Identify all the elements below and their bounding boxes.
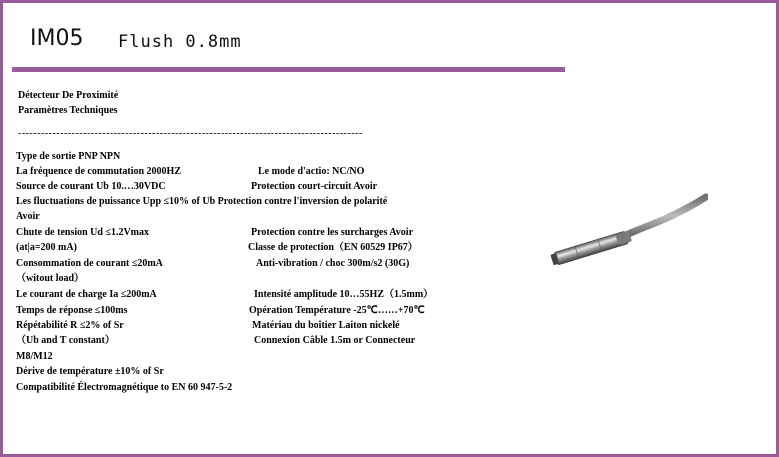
spec-line: Temps de réponse ≤100ms: [16, 305, 128, 316]
spec-line: (at|a=200 mA): [16, 242, 77, 253]
spec-line: Anti-vibration / choc 300m/s2 (30G): [256, 258, 410, 269]
spec-line: Chute de tension Ud ≤1.2Vmax: [16, 227, 149, 238]
spec-line: Opération Température -25℃……+70℃: [249, 305, 425, 316]
spec-line: Les fluctuations de puissance Upp ≤10% of Ub Protection contre l'inversion de polarité: [16, 196, 388, 207]
product-subtitle: Flush 0.8mm: [118, 32, 242, 52]
spec-line: （witout load）: [16, 273, 85, 284]
intro-title: Détecteur De Proximité: [18, 90, 119, 101]
spec-line: （Ub and T constant）: [16, 335, 115, 346]
spec-line: Dérive de température ±10% of Sr: [16, 366, 164, 377]
spec-line: Répétabilité R ≤2% of Sr: [16, 320, 124, 331]
spec-line: Matériau du boîtier Laiton nickelé: [252, 320, 400, 331]
spec-line: Protection court-circuit Avoir: [251, 181, 378, 192]
spec-line: Le courant de charge Ia ≤200mA: [16, 289, 157, 300]
spec-line: Intensité amplitude 10…55HZ（1.5mm）: [254, 289, 434, 300]
spec-line: Protection contre les surcharges Avoir: [251, 227, 414, 238]
title-underline: [12, 67, 565, 72]
spec-line: Source de courant Ub 10.…30VDC: [16, 181, 166, 192]
spec-line: Consommation de courant ≤20mA: [16, 258, 163, 269]
spec-line: Type de sortie PNP NPN: [16, 151, 121, 162]
spec-line: Avoir: [16, 211, 40, 222]
spec-line: La fréquence de commutation 2000HZ: [16, 166, 181, 177]
spec-line: Compatibilité Électromagnétique to EN 60 947-5-2: [16, 382, 233, 393]
spec-line: Le mode d'actio: NC/NO: [258, 166, 365, 177]
spec-line: Connexion Câble 1.5m or Connecteur: [254, 335, 416, 346]
intro-subtitle: Paramètres Techniques: [18, 105, 118, 116]
product-model: IM05: [30, 26, 84, 51]
spec-line: M8/M12: [16, 351, 53, 362]
spec-line: Classe de protection（EN 60529 IP67）: [248, 242, 418, 253]
proximity-sensor-image: [548, 185, 708, 280]
separator-line: ------------------------------------------------------------------------------------------: [18, 128, 363, 139]
